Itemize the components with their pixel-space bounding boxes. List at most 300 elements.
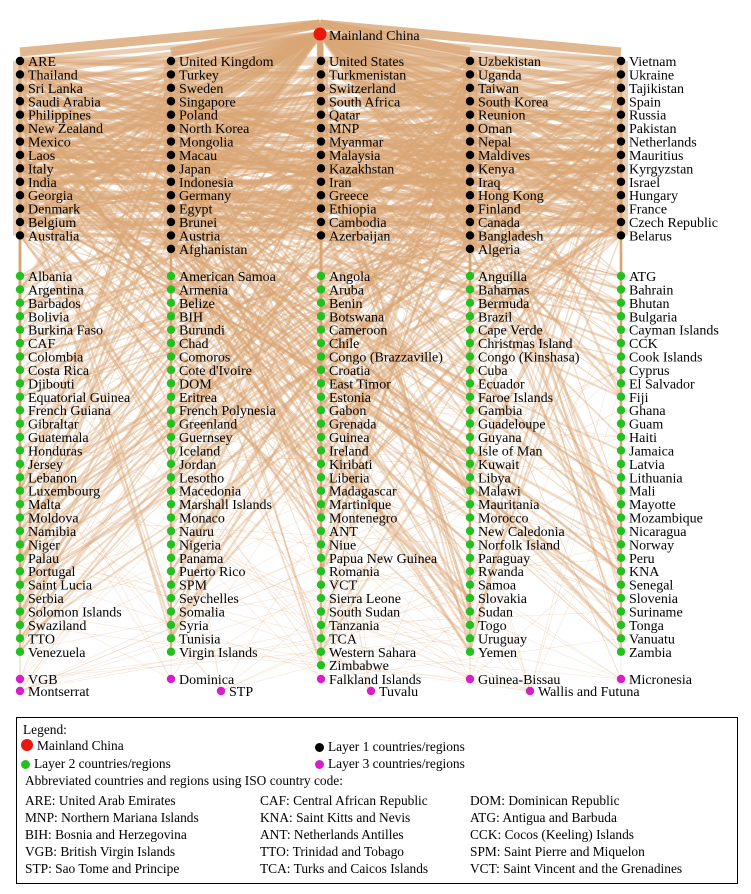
layer1-node-label: Egypt [179,202,213,218]
layer2-node-label: El Salvador [629,377,695,393]
layer1-node-dot [317,97,325,105]
layer2-node-label: Gabon [329,404,367,420]
layer2-node-dot [317,607,325,615]
layer2-node-label: Papua New Guinea [329,551,438,567]
layer2-node-dot [466,325,474,333]
legend-hub-entry [21,738,124,754]
layer2-node-label: Belize [179,296,215,312]
layer2-node-label: Jersey [28,457,63,473]
layer2-node-dot [167,272,175,280]
layer2-node-label: Tunisia [179,632,221,648]
layer2-node-dot [16,393,24,401]
layer1-node-dot [167,218,175,226]
layer2-node-label: Bahamas [478,283,530,299]
layer2-node-dot [617,567,625,575]
layer2-node-label: Malta [28,498,61,514]
layer2-node-dot [167,285,175,293]
layer2-node-label: Ecuador [478,377,525,393]
layer2-node-dot [16,339,24,347]
layer2-node-label: Botswana [329,310,385,326]
layer1-node-label: Germany [179,189,232,205]
layer2-node-dot [16,527,24,535]
layer2-node-dot [317,513,325,521]
layer1-node-dot [617,218,625,226]
layer2-node-label: Tonga [629,618,664,634]
layer2-node-dot [16,554,24,562]
layer2-node-dot [466,554,474,562]
layer2-node-label: Bahrain [629,283,674,299]
layer2-node-label: ATG [629,270,657,285]
layer2-node-label: Saint Lucia [28,578,93,594]
layer1-node-label: Brunei [179,216,218,232]
layer2-node-label: Morocco [478,511,529,527]
layer1-node-dot [466,218,474,226]
layer2-node-label: Bulgaria [629,310,678,326]
layer2-node-dot [167,366,175,374]
layer2-node-dot [617,299,625,307]
layer3-node-dot [16,675,24,683]
layer2-node-dot [16,580,24,588]
layer2-node-dot [317,339,325,347]
layer1-node-label: Switzerland [329,81,396,97]
layer2-node-label: American Samoa [179,270,276,285]
layer1-node-label: Uganda [478,68,522,84]
layer2-node-dot [617,419,625,427]
layer1-node-dot [16,231,24,239]
legend-hub-dot [21,739,33,751]
layer2-node-label: Mauritania [478,498,540,514]
layer2-node-label: CCK [629,337,658,353]
layer1-node-dot [167,70,175,78]
layer2-node-label: CAF [28,337,56,353]
legend-title: Legend: [23,722,67,737]
layer1-node-dot [16,110,24,118]
layer1-node-dot [466,151,474,159]
layer2-node-dot [16,500,24,508]
layer2-node-dot [617,460,625,468]
layer2-node-label: Puerto Rico [179,565,246,581]
layer1-node-label: Turkey [179,68,219,84]
layer1-node-dot [16,137,24,145]
layer2-node-dot [16,648,24,656]
layer2-node-dot [16,621,24,629]
layer2-node-label: Panama [179,551,224,567]
layer2-node-label: Nauru [179,524,214,540]
layer2-node-label: Guadeloupe [478,417,546,433]
layer3-node-label: Wallis and Futuna [538,685,640,700]
layer2-node-dot [317,527,325,535]
layer2-node-label: Lithuania [629,471,683,487]
layer1-node-dot [167,97,175,105]
layer2-node-dot [16,406,24,414]
layer2-node-label: Tanzania [329,618,380,634]
layer2-node-label: Nigeria [179,538,221,554]
layer2-node-label: Solomon Islands [28,605,122,621]
layer2-node-label: Albania [28,270,73,285]
layer1-node-dot [167,124,175,132]
layer1-node-dot [167,191,175,199]
layer1-node-label: North Korea [179,122,250,138]
layer2-node-label: Virgin Islands [179,645,258,661]
layer1-node-dot [16,124,24,132]
layer1-node-label: Uzbekistan [478,55,541,70]
layer2-node-dot [466,366,474,374]
layer2-node-label: Grenada [329,417,377,433]
legend-layer1-label: Layer 1 countries/regions [328,739,465,754]
layer2-node-dot [16,433,24,441]
layer1-node-dot [167,245,175,253]
layer2-node-dot [466,580,474,588]
layer1-node-label: Thailand [28,68,78,84]
layer2-node-label: Colombia [28,350,84,366]
layer2-node-label: East Timor [329,377,391,393]
layer1-node-dot [617,137,625,145]
layer2-node-dot [167,446,175,454]
layer1-node-dot [466,84,474,92]
abbr-entry: KNA: Saint Kitts and Nevis [260,810,411,825]
legend-layer3-dot [315,760,324,769]
layer2-node-label: Brazil [478,310,513,326]
layer1-node-dot [16,151,24,159]
layer1-node-label: Pakistan [629,122,677,138]
layer2-node-label: Mali [629,484,656,500]
layer2-node-dot [317,419,325,427]
layer2-node-label: Benin [329,296,363,312]
layer2-node-dot [466,513,474,521]
layer1-node-dot [466,57,474,65]
layer2-node-dot [617,594,625,602]
layer2-node-dot [466,312,474,320]
layer1-node-label: Taiwan [478,81,520,97]
layer1-node-dot [466,245,474,253]
layer2-node-dot [317,352,325,360]
layer1-node-dot [617,70,625,78]
layer1-node-label: Mongolia [179,135,234,151]
layer2-node-label: Swaziland [28,618,87,634]
layer2-node-label: Peru [629,551,655,567]
layer1-node-dot [617,97,625,105]
layer2-node-label: DOM [179,377,212,393]
layer1-node-label: Ethiopia [329,202,377,218]
layer2-node-label: Togo [478,618,507,634]
layer1-node-label: Finland [478,202,521,218]
layer1-node-label: Malaysia [329,148,381,164]
layer2-node-label: Iceland [179,444,221,460]
layer2-node-dot [167,648,175,656]
layer2-node-dot [167,540,175,548]
layer2-node-label: Ghana [629,404,666,420]
layer2-node-dot [466,607,474,615]
layer2-node-label: Lebanon [28,471,77,487]
layer1-node-label: Turkmenistan [329,68,407,84]
layer3-node-dot [167,675,175,683]
layer2-node-label: Equatorial Guinea [28,390,131,406]
abbr-entry: STP: Sao Tome and Principe [25,861,180,876]
layer1-node-label: Hong Kong [478,189,544,205]
abbr-entry: CAF: Central African Republic [260,793,428,808]
layer2-node-dot [16,607,24,615]
layer2-node-label: Venezuela [28,645,86,661]
layer2-node-label: Palau [28,551,60,567]
layer2-node-dot [466,379,474,387]
layer2-node-dot [16,325,24,333]
layer2-node-dot [16,366,24,374]
layer2-node-dot [16,540,24,548]
layer1-node-dot [317,164,325,172]
layer2-node-dot [317,661,325,669]
layer3-node-label: Montserrat [28,685,90,700]
layer1-node-dot [167,178,175,186]
layer2-node-dot [317,621,325,629]
layer2-node-dot [617,446,625,454]
layer3-node-dot [367,687,375,695]
layer3-node-label: Falkland Islands [329,673,422,688]
layer1-node-dot [317,204,325,212]
layer1-node-dot [167,231,175,239]
layer2-node-dot [167,513,175,521]
layer2-node-label: Malawi [478,484,521,500]
layer2-node-label: Armenia [179,283,228,299]
abbr-entry: ANT: Netherlands Antilles [260,827,404,842]
layer1-node-dot [617,151,625,159]
layer2-node-label: Madagascar [329,484,397,500]
layer2-node-dot [617,352,625,360]
layer1-node-dot [466,124,474,132]
layer2-node-dot [617,540,625,548]
layer1-node-label: Italy [28,162,54,178]
layer2-node-label: Bolivia [28,310,70,326]
layer2-node-dot [167,621,175,629]
layer2-node-label: Ireland [329,444,369,460]
layer1-node-dot [466,204,474,212]
layer2-node-dot [617,580,625,588]
layer2-node-dot [317,299,325,307]
layer2-node-label: Western Sahara [329,645,417,661]
layer2-node-label: Somalia [179,605,225,621]
layer1-node-dot [16,57,24,65]
layer2-node-dot [317,567,325,575]
layer2-node-label: Bhutan [629,296,670,312]
layer2-node-label: Namibia [28,524,77,540]
layer2-node-label: Vanuatu [629,632,675,648]
layer2-node-label: Montenegro [329,511,398,527]
layer2-node-label: Norway [629,538,675,554]
layer2-node-label: Faroe Islands [478,390,554,406]
layer1-node-label: Israel [629,175,661,191]
layer1-node-label: Bangladesh [478,229,544,245]
layer2-node-label: Gibraltar [28,417,79,433]
abbr-entry: ARE: United Arab Emirates [25,793,176,808]
layer3-node-label: Micronesia [629,673,692,688]
layer1-node-label: India [28,175,57,191]
layer2-node-dot [317,285,325,293]
layer1-node-dot [617,124,625,132]
layer2-node-dot [317,433,325,441]
layer1-node-dot [466,191,474,199]
layer2-node-label: TCA [329,632,357,648]
layer1-node-dot [317,218,325,226]
layer1-node-label: MNP [329,122,360,138]
layer2-node-label: Slovenia [629,592,678,608]
layer2-node-label: Slovakia [478,592,527,608]
layer1-node-dot [617,84,625,92]
legend-layer3-entry [315,756,465,772]
layer1-node-label: Austria [179,229,221,245]
layer1-node-label: Poland [179,108,218,124]
abbr-entry: MNP: Northern Mariana Islands [25,810,199,825]
layer2-node-dot [466,648,474,656]
layer2-node-label: Costa Rica [28,363,90,379]
layer2-node-dot [617,607,625,615]
layer1-node-label: Mexico [28,135,71,151]
layer2-node-label: Kuwait [478,457,520,473]
layer1-node-dot [617,204,625,212]
layer1-node-label: Singapore [179,95,236,111]
layer1-node-dot [16,178,24,186]
layer2-node-label: Guam [629,417,664,433]
layer1-node-dot [317,231,325,239]
layer2-node-label: Bermuda [478,296,530,312]
legend-layer1-dot [315,743,324,752]
layer2-node-dot [167,379,175,387]
layer2-node-label: Fiji [629,390,649,406]
layer1-node-label: South Korea [478,95,549,111]
layer3-node-label: Dominica [179,673,235,688]
layer1-node-dot [317,191,325,199]
layer2-node-dot [617,339,625,347]
abbr-entry: DOM: Dominican Republic [470,793,620,808]
layer1-node-dot [167,84,175,92]
layer2-node-label: Aruba [329,283,364,299]
layer1-node-dot [16,164,24,172]
layer2-node-label: Congo (Brazzaville) [329,350,443,366]
layer2-node-dot [317,272,325,280]
layer1-node-label: Laos [28,148,56,164]
layer2-node-dot [466,527,474,535]
layer2-node-dot [16,446,24,454]
layer2-node-label: Sudan [478,605,513,621]
layer1-node-dot [466,164,474,172]
layer1-node-label: Spain [629,95,661,111]
layer2-node-label: Senegal [629,578,674,594]
hub-label: Mainland China [329,29,420,44]
layer2-node-dot [617,285,625,293]
layer1-node-dot [466,178,474,186]
legend-layer2-dot [21,760,30,769]
layer2-node-dot [317,594,325,602]
edge [221,518,621,691]
layer1-node-dot [317,57,325,65]
layer2-node-dot [16,513,24,521]
layer1-node-label: Denmark [28,202,81,218]
layer1-node-label: Iran [329,175,352,191]
layer1-node-label: Canada [478,216,520,232]
layer1-node-dot [466,110,474,118]
layer2-node-dot [617,621,625,629]
abbr-entry: TTO: Trinidad and Tobago [260,844,405,859]
layer2-node-label: Norfolk Island [478,538,561,554]
legend-layer3-label: Layer 3 countries/regions [328,756,465,771]
layer2-node-label: Romania [329,565,380,581]
legend-abbr-title: Abbreviated countries and regions using ISO country code: [25,773,343,788]
layer2-node-dot [466,621,474,629]
layer2-node-dot [167,500,175,508]
layer2-node-dot [617,513,625,521]
layer2-node-dot [617,366,625,374]
layer2-node-label: Niue [329,538,357,554]
layer2-node-dot [167,567,175,575]
layer2-node-label: Cameroon [329,323,388,339]
layer1-node-label: Nepal [478,135,512,151]
abbr-entry: CCK: Cocos (Keeling) Islands [470,827,635,842]
layer1-node-dot [317,137,325,145]
layer2-node-dot [16,634,24,642]
layer2-node-label: Serbia [28,592,64,608]
layer1-node-label: Myanmar [329,135,384,151]
layer2-node-dot [466,487,474,495]
layer2-node-label: Isle of Man [478,444,543,460]
layer2-node-dot [617,406,625,414]
layer1-node-label: Australia [28,229,80,245]
layer2-node-label: VCT [329,578,357,594]
layer2-node-label: Haiti [629,431,657,447]
layer1-node-dot [466,137,474,145]
layer2-node-label: Zambia [629,645,672,661]
layer2-node-dot [167,473,175,481]
layer1-node-dot [16,204,24,212]
layer2-node-dot [317,648,325,656]
layer2-node-label: Kiribati [329,457,373,473]
layer2-node-label: Jordan [179,457,217,473]
layer1-node-label: Sweden [179,81,224,97]
layer2-node-label: Jamaica [629,444,675,460]
layer1-node-label: Russia [629,108,667,124]
layer1-node-label: Afghanistan [179,242,248,258]
layer2-node-label: Marshall Islands [179,498,272,514]
layer2-node-label: Syria [179,618,209,634]
layer1-node-label: Azerbaijan [329,229,391,245]
layer1-node-label: Hungary [629,189,678,205]
layer2-node-label: Guatemala [28,431,89,447]
abbr-entry: VGB: British Virgin Islands [25,844,176,859]
layer2-node-dot [466,473,474,481]
layer2-node-label: Suriname [629,605,683,621]
layer2-node-dot [167,554,175,562]
legend-layer2-label: Layer 2 countries/regions [34,756,171,771]
layer2-node-dot [466,393,474,401]
layer1-node-dot [167,151,175,159]
layer1-node-label: Belgium [28,216,77,232]
layer2-node-dot [317,393,325,401]
layer2-node-dot [16,285,24,293]
layer2-node-label: Macedonia [179,484,242,500]
layer1-node-dot [617,231,625,239]
layer1-node-dot [617,164,625,172]
layer1-node-label: Tajikistan [629,81,685,97]
layer2-node-label: Cuba [478,363,508,379]
layer1-node-dot [317,124,325,132]
layer2-node-label: Honduras [28,444,83,460]
layer3-node-dot [617,675,625,683]
legend-box [16,717,738,884]
layer2-node-label: Luxembourg [28,484,101,500]
layer1-node-label: Macau [179,148,218,164]
layer1-node-label: New Zealand [28,122,104,138]
layer1-node-dot [16,218,24,226]
layer1-node-dot [317,178,325,186]
layer1-node-dot [617,57,625,65]
layer2-node-dot [167,393,175,401]
